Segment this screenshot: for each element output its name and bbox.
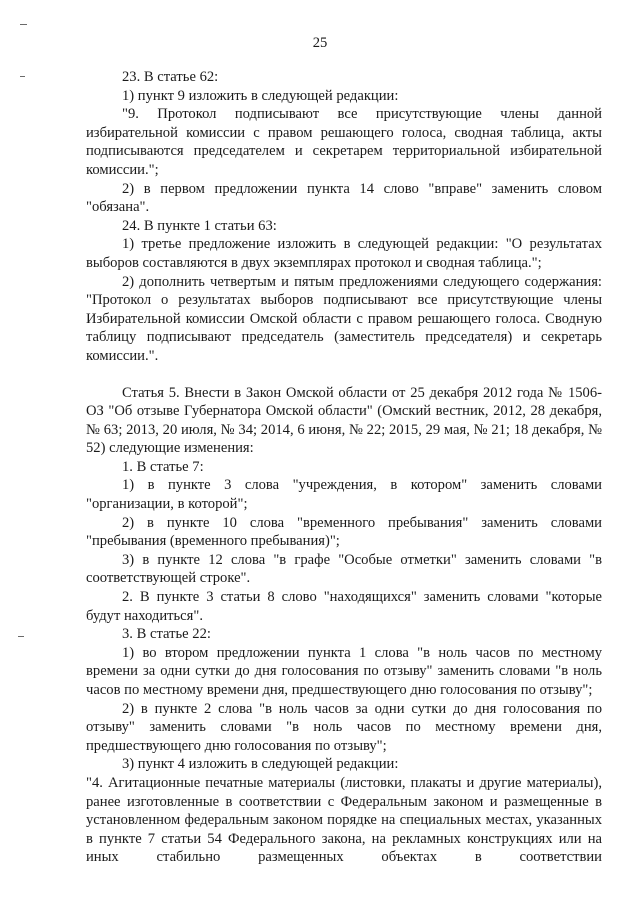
paragraph: 1) пункт 9 изложить в следующей редакции: [122, 87, 399, 104]
paragraph: 24. В пункте 1 статьи 63: [122, 217, 277, 234]
document-body [86, 68, 602, 867]
paragraph: 1) во втором предложении пункта 1 слова "в ноль часов по местному времени за одни сутки до дня голосования по отзыву" заменить словами "в ноль часов по местному времени дня, предшествующего дню голосования по отзыву"; [86, 644, 602, 698]
scan-mark [18, 636, 24, 637]
scan-mark [20, 24, 27, 25]
paragraph: 2) в первом предложении пункта 14 слово "вправе" заменить словом "обязана". [86, 180, 602, 216]
paragraph: 2. В пункте 3 статьи 8 слово "находящихся" заменить словами "которые будут находиться". [86, 589, 602, 624]
paragraph: 3) пункт 4 изложить в следующей редакции: [122, 756, 399, 773]
paragraph: 23. В статье 62: [122, 69, 219, 85]
paragraph: 1) третье предложение изложить в следующей редакции: "О результатах выборов составляются в двух экземплярах протокол и сводная таблица."; [86, 236, 602, 271]
paragraph: "9. Протокол подписывают все присутствующие члены данной избирательной комиссии с правом решающего голоса, сводная таблица, акты подписываются председателем и секретарем территориальной избирательной комиссии."; [86, 106, 602, 178]
paragraph: 3. В статье 22: [122, 626, 211, 643]
page-number: 25 [312, 35, 328, 51]
scan-mark [20, 76, 25, 77]
paragraph: 2) дополнить четвертым и пятым предложениями следующего содержания: "Протокол о результатах выборов подписывают все присутствующие члены Избирательной комиссии Омской области с правом решающего голоса. Сводную таблицу подписывают председатель (заместитель председателя) и секретарь комиссии.". [86, 273, 602, 364]
paragraph: Статья 5. Внести в Закон Омской области от 25 декабря 2012 года № 1506-ОЗ "Об отзыве Губернатора Омской области" (Омский вестник, 2012, 28 декабря, № 63; 2013, 20 июля, № 34; 2014, 6 июня, № 22; 2015, 29 мая, № 21; 18 декабря, № 52) следующие изменения: [86, 384, 602, 457]
paragraph: 3) в пункте 12 слова "в графе "Особые отметки" заменить словами "в соответствующей строке". [86, 551, 602, 587]
paragraph: 2) в пункте 2 слова "в ноль часов за одни сутки до дня голосования по отзыву" заменить словами "в ноль часов по местному времени дня, предшествующего дню голосования по отзыву"; [86, 700, 602, 754]
paragraph-gap [86, 366, 602, 384]
paragraph: 1. В статье 7: [122, 458, 204, 475]
paragraph: 2) в пункте 10 слова "временного пребывания" заменить словами "пребывания (временного пребывания)"; [86, 514, 602, 550]
paragraph: "4. Агитационные печатные материалы (листовки, плакаты и другие материалы), ранее изготовленные в соответствии с Федеральным законом и размещенные в установленном федеральным законом порядке на специальных местах, указанных в пункте 7 статьи 54 Федерального закона, на рекламных конструкциях или на иных стабильно размещенных объектах в соответствии [86, 774, 602, 866]
paragraph: 1) в пункте 3 слова "учреждения, в котором" заменить словами "организации, в которой"; [86, 477, 602, 513]
